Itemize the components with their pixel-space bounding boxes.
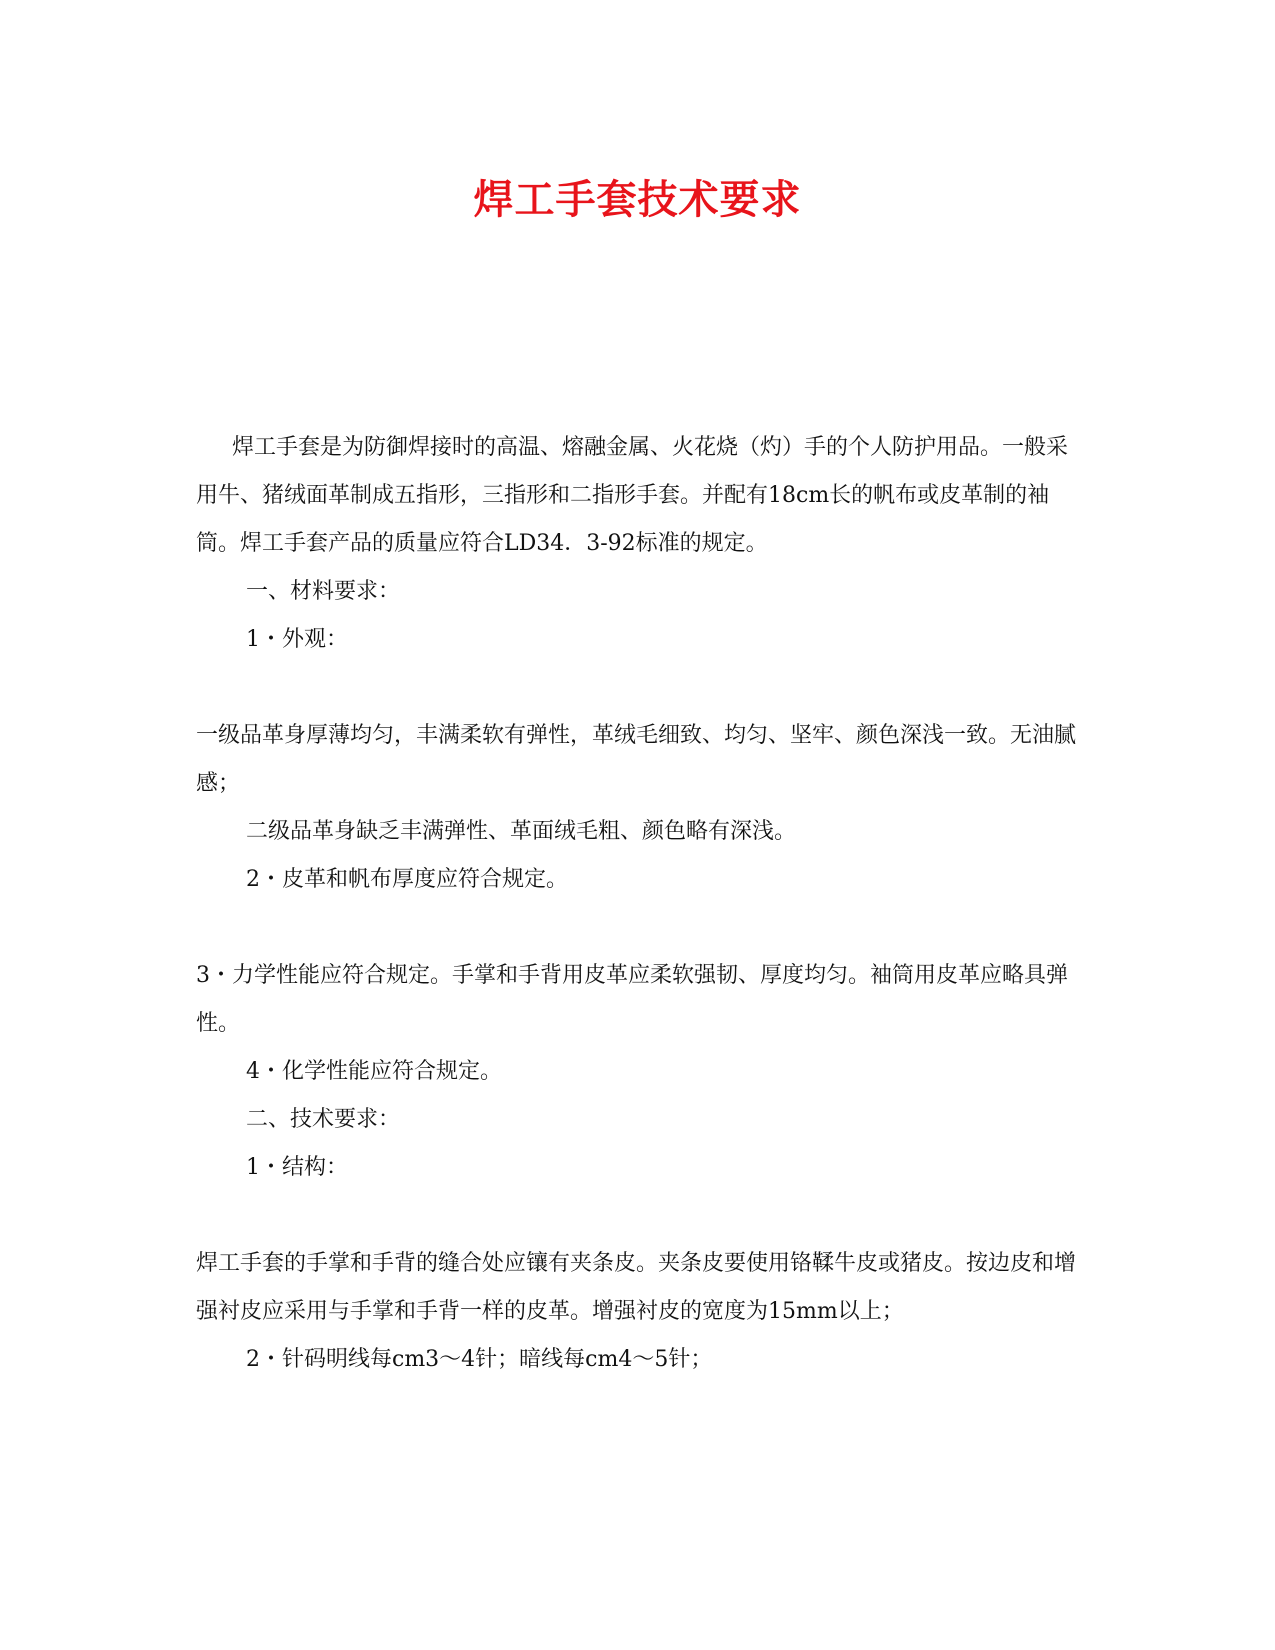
section-heading-technical: 二、技术要求： <box>246 1107 401 1132</box>
list-item-mechanical: 3・力学性能应符合规定。手掌和手背用皮革应柔软强韧、厚度均匀。袖筒用皮革应略具弹性。 <box>196 963 1069 1036</box>
list-item-thickness: 2・皮革和帆布厚度应符合规定。 <box>246 867 568 892</box>
paragraph-intro: 焊工手套是为防御焊接时的高温、熔融金属、火花烧（灼）手的个人防护用品。一般采用牛、猪绒面革制成五指形，三指形和二指形手套。并配有18cm长的帆布或皮革制的袖筒。焊工手套产品的质量应符合LD34．3-92标准的规定。 <box>196 435 1069 556</box>
paragraph-grade-1: 一级品革身厚薄均匀，丰满柔软有弹性，革绒毛细致、均匀、坚牢、颜色深浅一致。无油腻感； <box>196 723 1077 796</box>
list-item-stitch: 2・针码明线每cm3～4针；暗线每cm4～5针； <box>246 1347 713 1372</box>
section-heading-materials: 一、材料要求： <box>246 579 401 604</box>
list-item-chemical: 4・化学性能应符合规定。 <box>246 1059 502 1084</box>
paragraph-grade-2: 二级品革身缺乏丰满弹性、革面绒毛粗、颜色略有深浅。 <box>246 819 797 844</box>
paragraph-structure: 焊工手套的手掌和手背的缝合处应镶有夹条皮。夹条皮要使用铬鞣牛皮或猪皮。按边皮和增强衬皮应采用与手掌和手背一样的皮革。增强衬皮的宽度为15mm以上； <box>196 1251 1077 1324</box>
list-item-structure: 1・结构： <box>246 1155 348 1180</box>
page-title: 焊工手套技术要求 <box>473 176 802 223</box>
document-body <box>196 424 1076 1384</box>
list-item-appearance: 1・外观： <box>246 627 348 652</box>
